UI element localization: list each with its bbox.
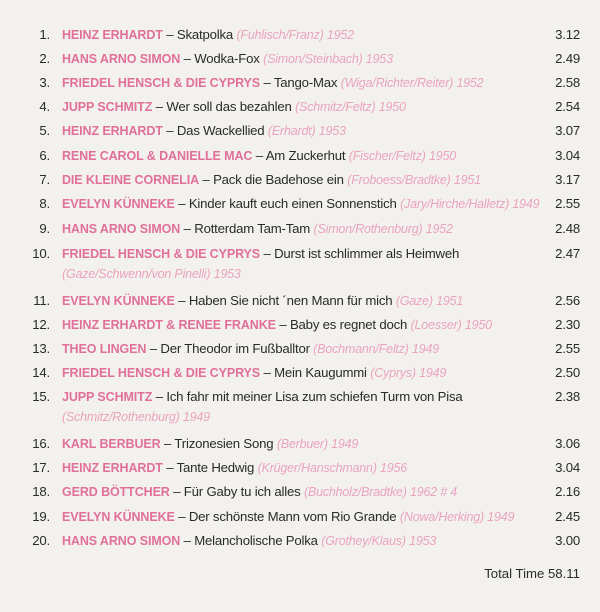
track-separator: – — [199, 172, 214, 187]
track-number: 14. — [32, 365, 50, 380]
track-title: Am Zuckerhut — [265, 148, 346, 163]
track-duration: 3.17 — [555, 172, 580, 187]
track-artist: RENE CAROL & DANIELLE MAC — [62, 149, 253, 163]
track-artist: HEINZ ERHARDT — [62, 124, 163, 138]
track-number: 18. — [32, 484, 50, 499]
track-title: Durst ist schlimmer als Heimweh — [274, 246, 460, 261]
track-artist: JUPP SCHMITZ — [62, 100, 153, 114]
track-credit: (Berbuer) 1949 — [276, 437, 359, 451]
track-credit: (Simon/Steinbach) 1953 — [263, 52, 393, 66]
track-number: 9. — [39, 221, 50, 236]
track-credit: (Froboess/Bradtke) 1951 — [347, 173, 481, 187]
track-duration: 2.47 — [555, 246, 580, 261]
track-separator: – — [275, 317, 290, 332]
track-title: Für Gaby tu ich alles — [183, 484, 301, 499]
track-duration: 2.16 — [555, 484, 580, 499]
track-artist: JUPP SCHMITZ — [62, 390, 153, 404]
track-title: Der Theodor im Fußballtor — [160, 341, 310, 356]
track-artist: HEINZ ERHARDT — [62, 461, 163, 475]
track-credit: (Erhardt) 1953 — [267, 124, 346, 138]
track-duration: 2.45 — [555, 509, 580, 524]
track-title: Mein Kaugummi — [274, 365, 367, 380]
track-artist: DIE KLEINE CORNELIA — [62, 173, 199, 187]
track-title: Tango-Max — [273, 75, 338, 90]
track-title: Tante Hedwig — [176, 460, 255, 475]
track-credit: (Bochmann/Feltz) 1949 — [313, 342, 439, 356]
track-number: 13. — [32, 341, 50, 356]
track-title: Baby es regnet doch — [289, 317, 408, 332]
track-separator: – — [160, 436, 175, 451]
track-separator: – — [174, 293, 189, 308]
track-duration: 2.38 — [555, 389, 580, 404]
track-number: 11. — [33, 293, 50, 308]
track-title: Das Wackellied — [176, 123, 265, 138]
track-number: 15. — [32, 389, 50, 404]
track-number: 3. — [39, 75, 50, 90]
track-number: 8. — [39, 196, 50, 211]
track-title: Der schönste Mann vom Rio Grande — [188, 509, 397, 524]
track-artist: HEINZ ERHARDT & RENEE FRANKE — [62, 318, 276, 332]
track-duration: 3.00 — [555, 533, 580, 548]
track-title: Wodka-Fox — [194, 51, 260, 66]
track-artist: THEO LINGEN — [62, 342, 147, 356]
track-duration: 2.58 — [555, 75, 580, 90]
track-duration: 3.06 — [555, 436, 580, 451]
track-number: 4. — [39, 99, 50, 114]
track-number: 7. — [39, 172, 50, 187]
track-separator: – — [162, 27, 177, 42]
track-separator: – — [174, 509, 189, 524]
track-number: 12. — [32, 317, 50, 332]
track-credit: (Gaze) 1951 — [395, 294, 464, 308]
track-number: 2. — [39, 51, 50, 66]
track-artist: FRIEDEL HENSCH & DIE CYPRYS — [62, 76, 261, 90]
track-credit: (Cyprys) 1949 — [370, 366, 447, 380]
track-number: 10. — [32, 246, 50, 261]
track-credit: (Jary/Hirche/Halletz) 1949 — [400, 197, 540, 211]
track-separator: – — [152, 99, 167, 114]
track-number: 6. — [39, 148, 50, 163]
track-artist: HANS ARNO SIMON — [62, 534, 181, 548]
track-artist: HANS ARNO SIMON — [62, 222, 181, 236]
track-duration: 2.30 — [555, 317, 580, 332]
track-duration: 2.49 — [555, 51, 580, 66]
track-number: 16. — [32, 436, 50, 451]
track-artist: FRIEDEL HENSCH & DIE CYPRYS — [62, 366, 261, 380]
track-separator: – — [180, 221, 195, 236]
track-artist: GERD BÖTTCHER — [62, 485, 170, 499]
track-separator: – — [180, 533, 195, 548]
track-credit: (Loesser) 1950 — [410, 318, 492, 332]
track-separator: – — [174, 196, 189, 211]
track-duration: 2.55 — [555, 341, 580, 356]
total-time: Total Time 58.11 — [484, 566, 580, 581]
track-credit: (Simon/Rothenburg) 1952 — [313, 222, 453, 236]
track-separator: – — [260, 246, 275, 261]
track-credit: (Grothey/Klaus) 1953 — [321, 534, 437, 548]
track-separator: – — [180, 51, 195, 66]
track-number: 20. — [32, 533, 50, 548]
track-credit: (Fuhlisch/Franz) 1952 — [236, 28, 354, 42]
track-artist: EVELYN KÜNNEKE — [62, 510, 175, 524]
track-number: 17. — [32, 460, 50, 475]
track-title: Rotterdam Tam-Tam — [194, 221, 311, 236]
track-number: 5. — [39, 123, 50, 138]
track-duration: 2.50 — [555, 365, 580, 380]
track-artist: HANS ARNO SIMON — [62, 52, 181, 66]
track-title: Skatpolka — [176, 27, 233, 42]
track-title: Haben Sie nicht ´nen Mann für mich — [188, 293, 393, 308]
track-separator: – — [260, 75, 274, 90]
track-title: Kinder kauft euch einen Sonnenstich — [188, 196, 397, 211]
track-separator: – — [152, 389, 167, 404]
track-separator: – — [260, 365, 275, 380]
track-title: Trizonesien Song — [174, 436, 274, 451]
track-title: Pack die Badehose ein — [213, 172, 344, 187]
track-title: Ich fahr mit meiner Lisa zum schiefen Turm von Pisa — [166, 389, 463, 404]
track-credit: (Krüger/Hanschmann) 1956 — [257, 461, 408, 475]
track-duration: 3.04 — [555, 460, 580, 475]
track-separator: – — [162, 460, 177, 475]
track-duration: 3.12 — [555, 27, 580, 42]
track-title: Wer soll das bezahlen — [166, 99, 292, 114]
track-number: 1. — [39, 27, 50, 42]
track-artist: HEINZ ERHARDT — [62, 28, 163, 42]
track-separator: – — [162, 123, 177, 138]
track-credit: (Wiga/Richter/Reiter) 1952 — [340, 76, 484, 90]
track-credit: (Schmitz/Rothenburg) 1949 — [62, 410, 210, 424]
track-duration: 3.04 — [555, 148, 580, 163]
track-number: 19. — [32, 509, 50, 524]
track-duration: 2.56 — [555, 293, 580, 308]
track-separator: – — [252, 148, 266, 163]
track-artist: KARL BERBUER — [62, 437, 161, 451]
track-credit: (Buchholz/Bradtke) 1962 # 4 — [304, 485, 458, 499]
track-duration: 2.55 — [555, 196, 580, 211]
track-credit: (Gaze/Schwenn/von Pinelli) 1953 — [62, 267, 241, 281]
track-credit: (Schmitz/Feltz) 1950 — [295, 100, 406, 114]
track-credit: (Nowa/Herking) 1949 — [399, 510, 515, 524]
track-artist: FRIEDEL HENSCH & DIE CYPRYS — [62, 247, 261, 261]
track-separator: – — [146, 341, 161, 356]
track-title: Melancholische Polka — [194, 533, 318, 548]
track-duration: 2.54 — [555, 99, 580, 114]
track-duration: 3.07 — [555, 123, 580, 138]
track-duration: 2.48 — [555, 221, 580, 236]
track-artist: EVELYN KÜNNEKE — [62, 294, 175, 308]
track-separator: – — [169, 484, 184, 499]
track-artist: EVELYN KÜNNEKE — [62, 197, 175, 211]
track-credit: (Fischer/Feltz) 1950 — [348, 149, 456, 163]
